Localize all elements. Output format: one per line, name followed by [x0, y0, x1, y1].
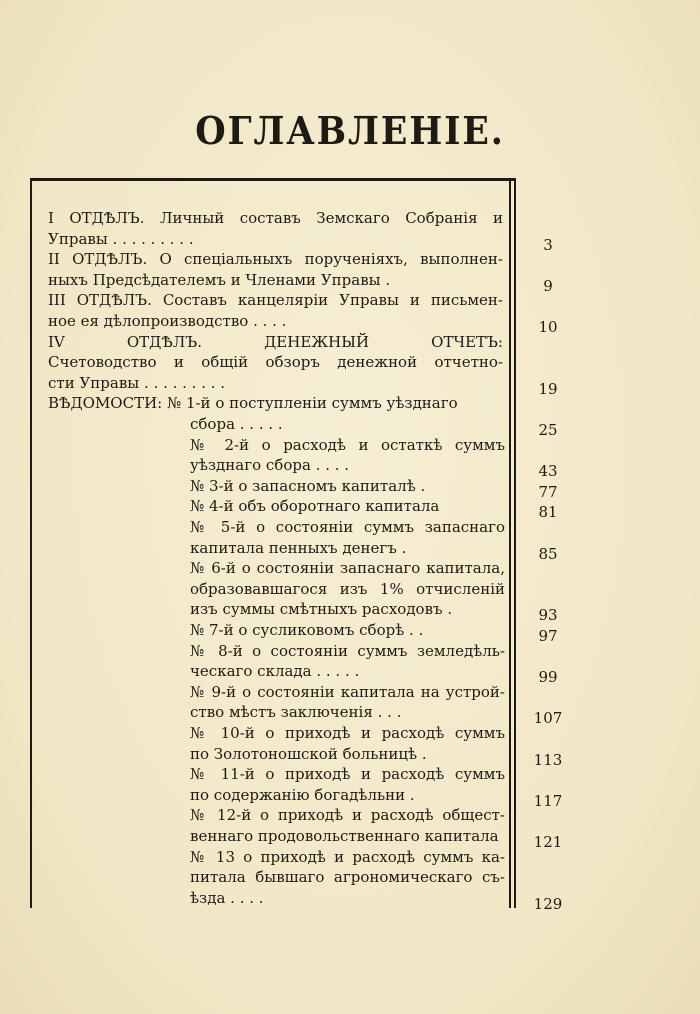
toc-entry [190, 641, 505, 682]
toc-entry-line: № 4-й объ оборотнаго капитала [190, 497, 440, 516]
toc-entry [190, 414, 505, 435]
toc-entry [48, 290, 503, 331]
toc-entry [190, 496, 505, 517]
toc-entry-line: уѣзднаго сбора . . . . [190, 456, 350, 475]
toc-page-number: 129 [533, 894, 563, 913]
toc-page-number: 77 [538, 482, 558, 501]
toc-page-number: 99 [538, 668, 558, 687]
toc-entry-line: № 12-й о приходѣ и расходѣ общест- [190, 806, 505, 825]
toc-page-number: 85 [538, 544, 558, 563]
toc-entry-line: № 8-й о состояніи суммъ земледѣль- [190, 641, 505, 660]
toc-entry-line: ческаго склада . . . . . [190, 662, 360, 681]
toc-page-number: 121 [533, 833, 563, 851]
toc-entry-line: Управы . . . . . . . . . [48, 229, 194, 248]
toc-entry-line: № 11-й о приходѣ и расходѣ суммъ [190, 765, 505, 784]
toc-entry [190, 847, 505, 909]
toc-entry [48, 393, 503, 414]
toc-entry-line: № 3-й о запасномъ капиталѣ . [190, 476, 426, 495]
toc-entry-line: I ОТДѢЛЪ. Личный составъ Земскаго Собранія и [48, 209, 503, 227]
toc-entry-line: сти Управы . . . . . . . . . [48, 373, 226, 392]
toc-entry-line: № 2-й о расходѣ и остаткѣ суммъ [190, 435, 505, 454]
toc-entry-line: сбора . . . . . [190, 415, 283, 433]
toc-page-number: 113 [533, 750, 563, 769]
toc-entry-line: № 7-й о сусликовомъ сборѣ . . [190, 621, 424, 639]
toc-entry-line: № 6-й о состояніи запаснаго капитала, [190, 559, 505, 578]
toc-page-number: 97 [538, 627, 558, 645]
toc-entry-line: питала бывшаго агрономическаго съ- [190, 868, 505, 887]
page-title: ОГЛАВЛЕНІЕ. [195, 108, 505, 153]
toc-entry-line: № 13 о приходѣ и расходѣ суммъ ка- [190, 847, 505, 866]
toc-page-number: 10 [538, 318, 558, 336]
toc-entry-line: по содержанію богадѣльни . [190, 785, 415, 804]
toc-page-number: 19 [538, 379, 558, 398]
toc-entry-line: № 9-й о состояніи капитала на устрой- [190, 682, 505, 701]
toc-entry-line: № 5-й о состояніи суммъ запаснаго [190, 518, 505, 536]
toc-entry-line: № 10-й о приходѣ и расходѣ суммъ [190, 724, 505, 742]
toc-entry-line: по Золотоношской больницѣ . [190, 744, 427, 763]
toc-page-number: 9 [543, 276, 553, 295]
toc-entry-line: изъ суммы смѣтныхъ расходовъ . [190, 600, 453, 619]
toc-entry [190, 517, 505, 558]
page-column-rule [509, 178, 511, 908]
toc-entry-line: ство мѣстъ заключенія . . . [190, 703, 402, 722]
toc-entry [190, 435, 505, 476]
toc-page-number: 81 [538, 503, 558, 522]
toc-entry-line: ныхъ Предсѣдателемъ и Членами Управы . [48, 270, 391, 289]
toc-page-number: 25 [538, 421, 558, 439]
toc-page-number: 117 [533, 791, 563, 810]
toc-entry [190, 476, 505, 497]
toc-entry [190, 558, 505, 620]
toc-entry [190, 805, 505, 846]
toc-entry-line: ѣзда . . . . [190, 888, 264, 907]
toc-entry [190, 620, 505, 641]
toc-entry-line: ное ея дѣлопроизводство . . . . [48, 311, 287, 330]
toc-entry-line: III ОТДѢЛЪ. Составъ канцеляріи Управы и письмен- [48, 291, 503, 310]
toc-entry-line: капитала пенныхъ денегъ . [190, 538, 407, 557]
toc-entry-line: II ОТДѢЛЪ. О спеціальныхъ порученіяхъ, выполнен- [48, 250, 503, 269]
toc-page-number: 3 [543, 235, 553, 254]
toc-entry [48, 249, 503, 290]
toc-page-number: 43 [538, 462, 558, 481]
toc-entry-line: Счетоводство и общій обзоръ денежной отчетно- [48, 353, 503, 372]
toc-entry [48, 332, 503, 394]
table-left-rule [30, 178, 32, 908]
toc-entry-line: образовавшагося изъ 1% отчисленій [190, 579, 505, 598]
toc-entry [190, 682, 505, 723]
toc-entry-line: ВѢДОМОСТИ: № 1-й о поступленіи суммъ уѣзднаго [48, 394, 458, 413]
table-top-rule [30, 178, 515, 181]
toc-page-number: 107 [533, 709, 563, 728]
toc-page-number: 93 [538, 606, 558, 625]
toc-entry [190, 723, 505, 764]
toc-entry [190, 764, 505, 805]
toc-entry-line: IV ОТДѢЛЪ. ДЕНЕЖНЫЙ ОТЧЕТЪ: [48, 332, 503, 351]
toc-entry [48, 208, 503, 249]
toc-entry-line: веннаго продовольственнаго капитала [190, 826, 499, 845]
